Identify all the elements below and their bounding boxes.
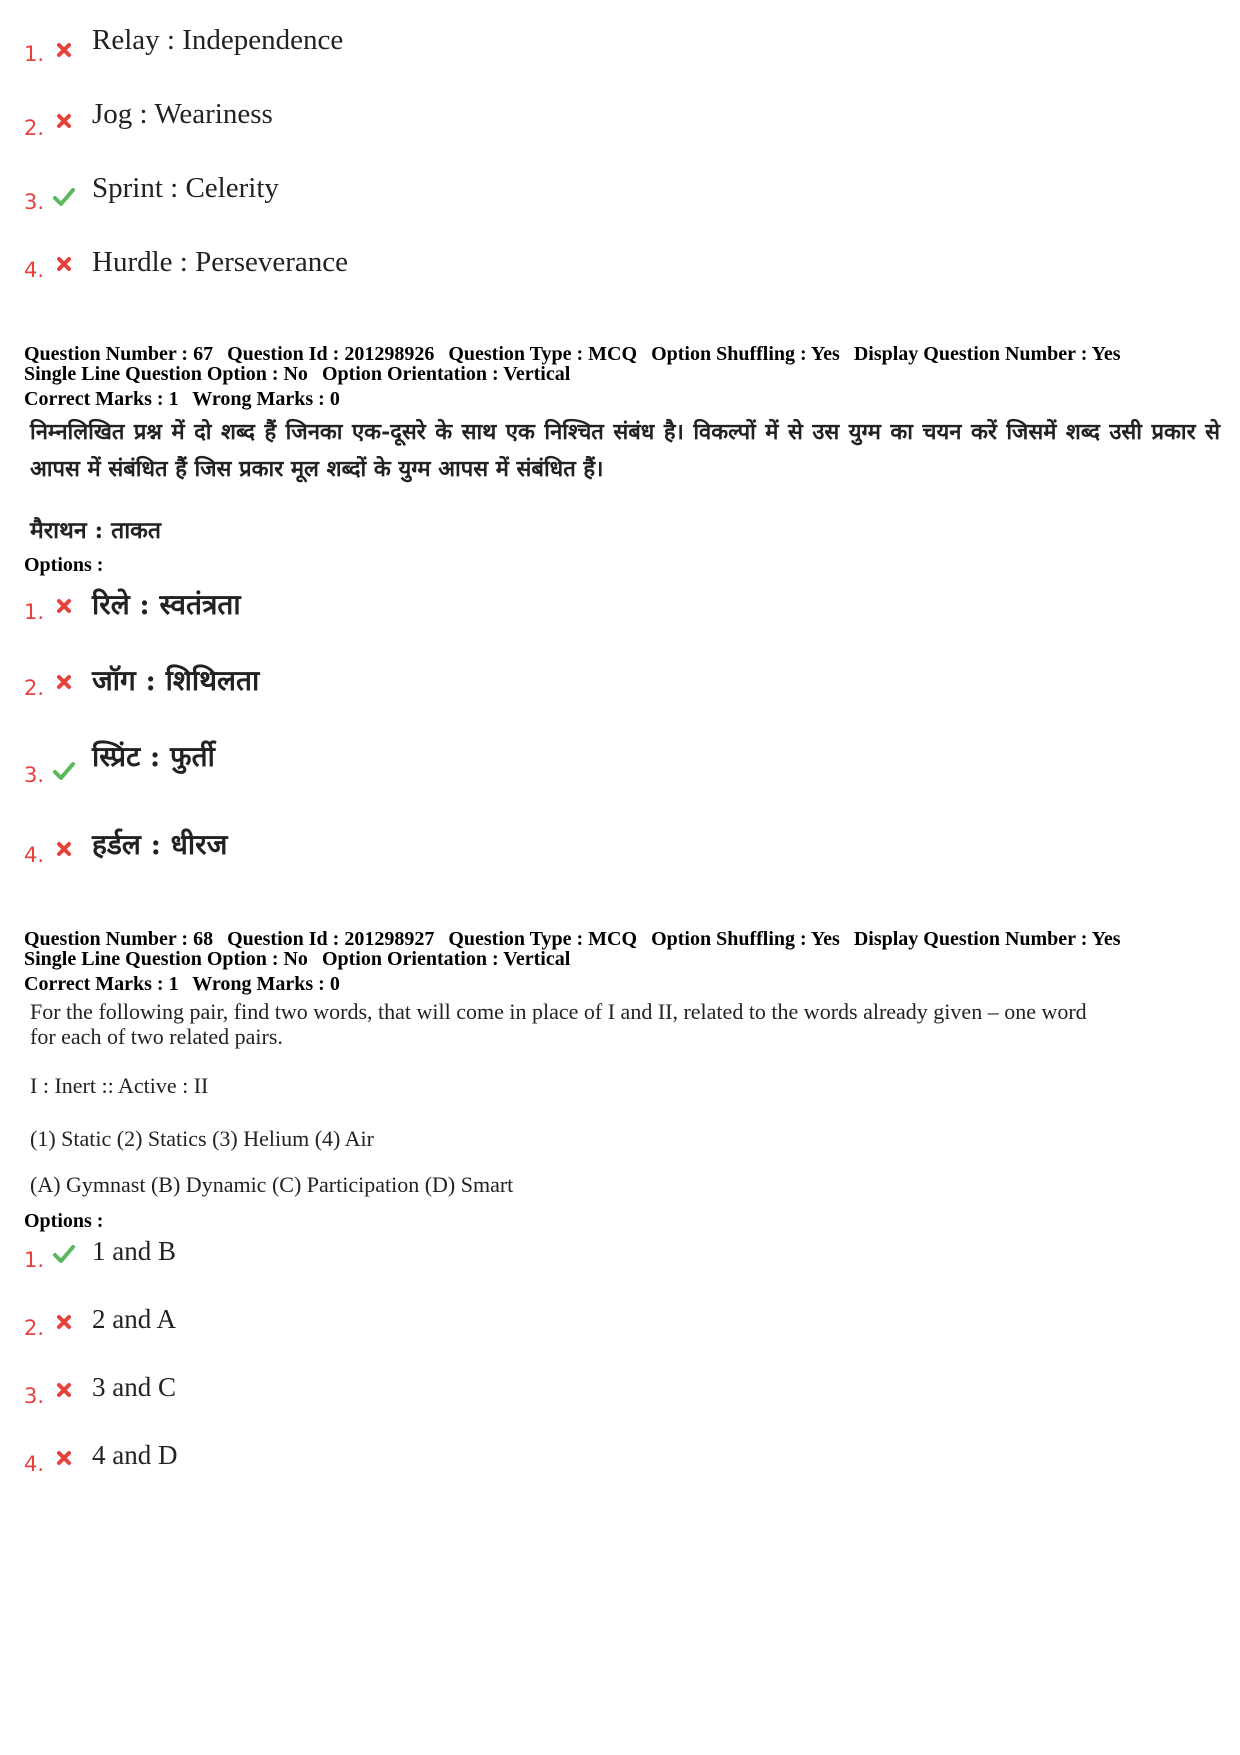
check-icon: [52, 185, 76, 209]
wrong-icon: [52, 252, 76, 276]
option-orientation: Option Orientation : Vertical: [321, 363, 571, 385]
q67-meta-line-2: [24, 364, 579, 385]
prev-option-3: [24, 172, 724, 222]
option-number: 1.: [24, 1248, 45, 1272]
option-number: 1.: [24, 42, 45, 66]
wrong-icon: [52, 38, 76, 62]
display-question-number: Display Question Number : Yes: [853, 928, 1121, 950]
option-number: 3.: [24, 190, 45, 214]
option-number: 3.: [24, 1384, 45, 1408]
q68-question-line-2: for each of two related pairs.: [30, 1024, 283, 1049]
wrong-icon: [52, 1378, 76, 1402]
q68-option-1: [24, 1236, 724, 1286]
question-number: Question Number : 68: [24, 928, 214, 950]
option-text: Sprint : Celerity: [92, 172, 279, 204]
option-orientation: Option Orientation : Vertical: [321, 948, 571, 970]
q67-question-text: निम्नलिखित प्रश्न में दो शब्द हैं जिनका एक-दूसरे के साथ एक निश्चित संबंध है। विकल्पों में से उस युग्म का चयन करें जिसमें शब्द उसी प्रकार से आपस में संबंधित हैं जिस प्रकार मूल शब्दों के युग्म आपस में संबंधित हैं।: [30, 419, 1220, 482]
q68-options-label: Options :: [24, 1210, 104, 1232]
correct-marks: Correct Marks : 1: [24, 973, 179, 995]
q67-meta-line-1: [24, 344, 1130, 365]
wrong-icon: [52, 109, 76, 133]
single-line-option: Single Line Question Option : No: [24, 948, 308, 970]
question-number: Question Number : 67: [24, 343, 214, 365]
wrong-marks: Wrong Marks : 0: [192, 388, 340, 410]
q68-option-4: [24, 1440, 724, 1490]
q68-number-list: (1) Static (2) Statics (3) Helium (4) Air: [30, 1126, 374, 1151]
option-number: 3.: [24, 763, 45, 787]
q67-word-pair: मैराथन : ताकत: [30, 517, 161, 544]
option-number: 2.: [24, 1316, 45, 1340]
check-icon: [52, 759, 76, 783]
question-id: Question Id : 201298927: [227, 928, 435, 950]
option-text: रिले : स्वतंत्रता: [92, 588, 241, 621]
option-number: 2.: [24, 116, 45, 140]
option-text: 4 and D: [92, 1440, 178, 1470]
option-text: Hurdle : Perseverance: [92, 246, 349, 278]
option-text: स्प्रिंट : फुर्ती: [92, 740, 215, 773]
q68-letter-list: (A) Gymnast (B) Dynamic (C) Participation (D) Smart: [30, 1172, 514, 1197]
single-line-option: Single Line Question Option : No: [24, 363, 308, 385]
option-shuffling: Option Shuffling : Yes: [651, 928, 840, 950]
option-number: 4.: [24, 1452, 45, 1476]
q68-option-2: [24, 1304, 724, 1354]
q67-option-3: [24, 737, 724, 787]
q68-meta-line-1: [24, 929, 1130, 950]
q68-question-line-1: For the following pair, find two words, that will come in place of I and II, related to the words already given – one word: [30, 999, 1087, 1024]
q67-options-label: Options :: [24, 554, 104, 576]
q68-marks: [24, 974, 349, 995]
q67-marks: [24, 389, 349, 410]
display-question-number: Display Question Number : Yes: [853, 343, 1121, 365]
correct-marks: Correct Marks : 1: [24, 388, 179, 410]
option-text: जॉग : शिथिलता: [92, 664, 260, 697]
question-type: Question Type : MCQ: [448, 928, 638, 950]
wrong-icon: [52, 1446, 76, 1470]
q68-option-3: [24, 1372, 724, 1422]
q68-analogy: I : Inert :: Active : II: [30, 1073, 209, 1098]
option-text: 3 and C: [92, 1372, 176, 1402]
prev-option-4: [24, 246, 724, 296]
wrong-marks: Wrong Marks : 0: [192, 973, 340, 995]
wrong-icon: [52, 670, 76, 694]
q67-option-2: [24, 661, 724, 711]
option-text: Relay : Independence: [92, 24, 344, 56]
question-id: Question Id : 201298926: [227, 343, 435, 365]
q68-meta-line-2: [24, 949, 579, 970]
option-shuffling: Option Shuffling : Yes: [651, 343, 840, 365]
wrong-icon: [52, 1310, 76, 1334]
wrong-icon: [52, 594, 76, 618]
option-text: 1 and B: [92, 1236, 176, 1266]
question-type: Question Type : MCQ: [448, 343, 638, 365]
q67-option-4: [24, 825, 724, 875]
option-text: Jog : Weariness: [92, 98, 273, 130]
prev-option-1: [24, 24, 724, 74]
wrong-icon: [52, 837, 76, 861]
option-text: 2 and A: [92, 1304, 176, 1334]
option-number: 1.: [24, 600, 45, 624]
prev-option-2: [24, 98, 724, 148]
option-number: 4.: [24, 843, 45, 867]
q67-option-1: [24, 585, 724, 635]
check-icon: [52, 1242, 76, 1266]
option-number: 4.: [24, 258, 45, 282]
option-number: 2.: [24, 676, 45, 700]
option-text: हर्डल : धीरज: [92, 828, 228, 861]
